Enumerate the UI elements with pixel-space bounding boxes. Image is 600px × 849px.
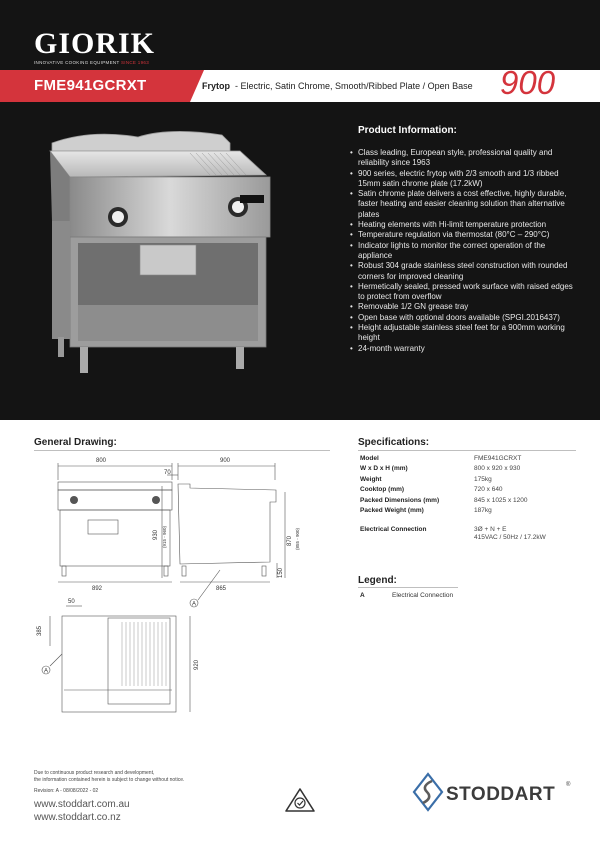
list-item: • Height adjustable stainless steel feet for a 900mm working height <box>350 323 580 344</box>
table-row <box>360 476 570 484</box>
rcm-compliance-icon <box>283 786 317 814</box>
spec-label: Packed Weight (mm) <box>360 506 424 514</box>
spec-label: Cooktop (mm) <box>360 486 405 494</box>
spec-label: W x D x H (mm) <box>360 465 408 473</box>
spec-label: Packed Dimensions (mm) <box>360 496 440 504</box>
stoddart-logo <box>412 772 582 812</box>
list-item: • Robust 304 grade stainless steel construction with rounded corners for improved cleaning <box>350 261 580 282</box>
spec-label: Model <box>360 455 379 462</box>
dim-height-side: 870 <box>287 535 293 546</box>
table-row <box>360 486 570 494</box>
product-photo <box>40 125 290 395</box>
general-drawing-title: General Drawing: <box>34 437 117 448</box>
spec-value: 720 x 640 <box>474 486 503 494</box>
logo-tagline <box>34 60 155 65</box>
legend-title: Legend: <box>358 575 397 586</box>
product-type: Frytop <box>202 81 230 91</box>
spec-label: Electrical Connection <box>360 526 427 534</box>
list-item: • Satin chrome plate delivers a cost effective, highly durable, faster heating and easier cleaning solution than alternative plates <box>350 189 580 220</box>
logo-tagline-text: INNOVATIVE COOKING EQUIPMENT <box>34 60 120 65</box>
website-nz-link[interactable]: www.stoddart.co.nz <box>34 812 121 823</box>
legend-divider <box>358 587 458 588</box>
table-row <box>360 507 570 515</box>
specifications-title: Specifications: <box>358 437 430 448</box>
list-item: • Class leading, European style, professional quality and reliability since 1963 <box>350 148 580 169</box>
legend-value: Electrical Connection <box>392 592 454 599</box>
electrical-rating: 415VAC / 50Hz / 17.2kW <box>474 534 546 542</box>
dim-height-range: (915 - 960) <box>162 525 167 548</box>
dim-feet-depth: 865 <box>216 586 227 592</box>
list-item: • Removable 1/2 GN grease tray <box>350 302 580 312</box>
series-number: 900 <box>500 64 556 101</box>
dim-height-side-range: (855 - 900) <box>295 527 300 550</box>
list-item: • Hermetically sealed, pressed work surface with raised edges to protect from overflow <box>350 282 580 303</box>
spec-label: Weight <box>360 475 382 483</box>
product-info-title: Product Information: <box>358 125 457 136</box>
list-item: • Open base with optional doors available (SPGI.2016437) <box>350 313 580 323</box>
product-description: - Electric, Satin Chrome, Smooth/Ribbed Plate / Open Base <box>235 81 473 91</box>
dim-side-depth: 900 <box>220 458 231 464</box>
logo-wordmark <box>34 27 155 61</box>
dim-plan-depth: 920 <box>194 659 200 670</box>
list-item: • Heating elements with Hi-limit temperature protection <box>350 220 580 230</box>
logo-since: SINCE 1963 <box>120 60 149 65</box>
stoddart-wordmark: STODDART <box>446 784 556 805</box>
website-au-link[interactable]: www.stoddart.com.au <box>34 799 130 810</box>
dim-bottom-width: 892 <box>92 586 103 592</box>
list-item: • 24-month warranty <box>350 344 580 354</box>
list-item: • Temperature regulation via thermostat (80°C – 290°C) <box>350 230 580 240</box>
electrical-phase: 3Ø + N + E <box>474 526 507 534</box>
legend-row <box>360 592 453 599</box>
dim-front-width: 800 <box>96 458 107 464</box>
giorik-logo <box>34 27 155 65</box>
list-item: • 900 series, electric frytop with 2/3 smooth and 1/3 ribbed 15mm satin chrome plate (17.2kW) <box>350 169 580 190</box>
table-row <box>360 455 570 463</box>
registered-mark: ® <box>566 782 571 788</box>
dim-plan-side: 385 <box>37 625 43 636</box>
spec-value: 187kg <box>474 506 492 514</box>
product-info-list <box>350 148 580 354</box>
model-code: FME941GCRXT <box>34 77 147 94</box>
revision-text: Revision: A - 08/08/2022 - 02 <box>34 788 99 794</box>
disclaimer-line-2: the information contained herein is subject to change without notice. <box>34 776 185 783</box>
dim-top-offset: 70 <box>164 470 171 476</box>
table-row <box>360 497 570 505</box>
dim-height-main: 930 <box>153 529 159 540</box>
specs-table <box>360 455 570 545</box>
dim-plan-offset: 50 <box>68 599 75 605</box>
spec-value: FME941GCRXT <box>474 455 522 462</box>
drawing-marker-a-plan: A <box>44 668 49 675</box>
spec-value: 800 x 920 x 930 <box>474 465 521 473</box>
dim-feet-height: 150 <box>278 567 284 578</box>
drawing-marker-a-side: A <box>192 601 197 608</box>
disclaimer <box>34 770 184 783</box>
spec-value: 175kg <box>474 475 492 483</box>
product-subtitle <box>202 81 473 91</box>
spec-spacer <box>360 517 570 526</box>
model-tab <box>0 70 190 102</box>
spec-value <box>474 526 570 542</box>
list-item: • Indicator lights to monitor the correct operation of the appliance <box>350 241 580 262</box>
logo-text: GIORIK <box>34 27 156 60</box>
stoddart-emblem-icon <box>412 772 444 812</box>
technical-drawing <box>30 450 320 715</box>
legend-key: A <box>360 592 365 599</box>
specs-divider <box>358 450 576 451</box>
table-row <box>360 465 570 473</box>
table-row <box>360 526 570 542</box>
spec-value: 845 x 1025 x 1200 <box>474 496 528 504</box>
disclaimer-line-1: Due to continuous product research and development, <box>34 770 155 776</box>
